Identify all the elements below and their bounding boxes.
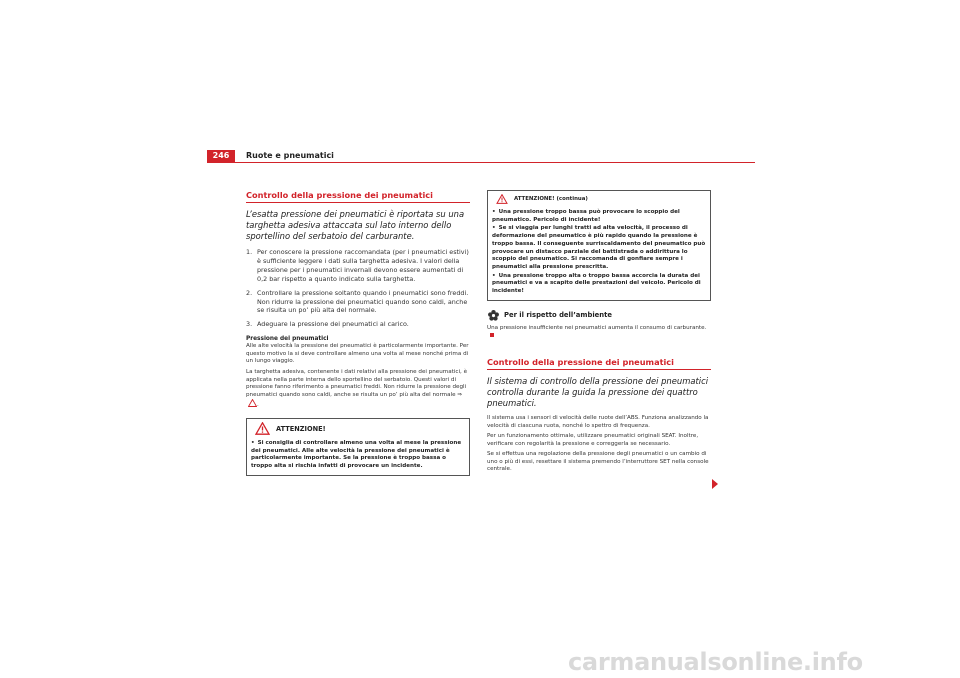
warning-triangle-icon [255,422,270,435]
warning-triangle-icon [248,399,257,407]
environment-title: Per il rispetto dell’ambiente [504,311,612,320]
step-item: 3. Adeguare la pressione dei pneumatici al carico. [246,320,409,329]
warning-bullet: • Si consiglia di controllare almeno una volta al mese la pressione dei pneumatici. Alle alte velocità la pressione dei pneumatici è particolarmente importante. Se la pressione è troppo bassa o troppo alta si rischia infatti di provocare un incidente. [251,440,462,470]
steps-list [246,248,470,329]
watermark: carmanualsonline.info [568,648,863,676]
warning-label: ATTENZIONE! [276,424,326,433]
paragraph: La targhetta adesiva, contenente i dati relativi alla pressione dei pneumatici, è applicata nella parte interna dello sportellino del serbatoio. Questi valori di pressione fanno riferimento a pneumatici freddi. Non ridurre la pressione degli pneumatici quando sono caldi, anche se risulta un po’ più alta del normale ⇒. [246,369,468,409]
environment-text: Una pressione insufficiente nei pneumatici aumenta il consumo di carburante. [487,325,711,340]
warning-bullet: • Una pressione troppo alta o troppo bassa accorcia la durata dei pneumatici e va a scapito delle prestazioni del veicolo. Pericolo di incidente! [492,272,701,295]
flower-icon [487,309,500,322]
paragraph: Il sistema usa i sensori di velocità delle ruote dell’ABS. Funziona analizzando la velocità di ciascuna ruota, nonché lo spettro di frequenza. [487,414,709,429]
right-column [487,190,711,477]
section-title-tire-pressure: Controllo della pressione dei pneumatici [246,190,470,203]
warning-box [246,418,470,476]
paragraph: Alle alte velocità la pressione dei pneumatici è particolarmente importante. Per questo motivo la si deve controllare almeno una volta al mese nonché prima di un lungo viaggio. [246,343,469,365]
header-rule [207,162,755,163]
page-number: 246 [207,150,235,162]
warning-box-continued [487,190,711,301]
step-item: 1. Per conoscere la pressione raccomandata (per i pneumatici estivi) è sufficiente leggere i dati sulla targhetta adesiva. I valori della pressione per i pneumatici invernali devono essere aumentati di 0,2 bar rispetto a quanto indicato sulla targhetta. [246,248,469,283]
paragraph: Se si effettua una regolazione della pressione degli pneumatici o un cambio di uno o più di essi, resettare il sistema premendo l’interruttore SET nella console centrale. [487,451,709,473]
section-lead: L’esatta pressione dei pneumatici è riportata su una targhetta adesiva attaccata sul lato interno dello sportellino del serbatoio del carburante. [246,209,465,241]
section-title-tpms: Controllo della pressione dei pneumatici [487,357,711,370]
warning-triangle-icon [496,194,508,204]
warning-bullet: • Se si viaggia per lunghi tratti ad alta velocità, il processo di deformazione del pneumatico è più rapido quando la pressione è troppo bassa. Il conseguente surriscaldamento del pneumatico può provocare un distacco parziale del battistrada o addirittura lo scoppio del pneumatico. Si raccomanda di gonfiare sempre i pneumatici alla pressione prescritta. [492,225,706,270]
next-page-arrow-icon [712,479,718,489]
warning-continued-label: ATTENZIONE! (continua) [514,196,588,202]
environment-note-header [487,309,711,322]
left-column [246,190,470,476]
step-item: 2. Controllare la pressione soltanto quando i pneumatici sono freddi. Non ridurre la pressione dei pneumatici quando sono caldi, anche se risulta un po’ più alta del normale. [246,288,469,315]
paragraph: Per un funzionamento ottimale, utilizzare pneumatici originali SEAT. Inoltre, verificare con regolarità la pressione e correggerla se necessario. [487,433,699,447]
warning-bullet: • Una pressione troppo bassa può provocare lo scoppio del pneumatico. Pericolo di incidente! [492,209,680,223]
section-lead: Il sistema di controllo della pressione dei pneumatici controlla durante la guida la pressione dei quattro pneumatici. [487,375,709,408]
subheading-tire-pressure: Pressione dei pneumatici [246,336,329,343]
end-marker-icon [490,333,494,337]
chapter-title: Ruote e pneumatici [246,151,334,160]
